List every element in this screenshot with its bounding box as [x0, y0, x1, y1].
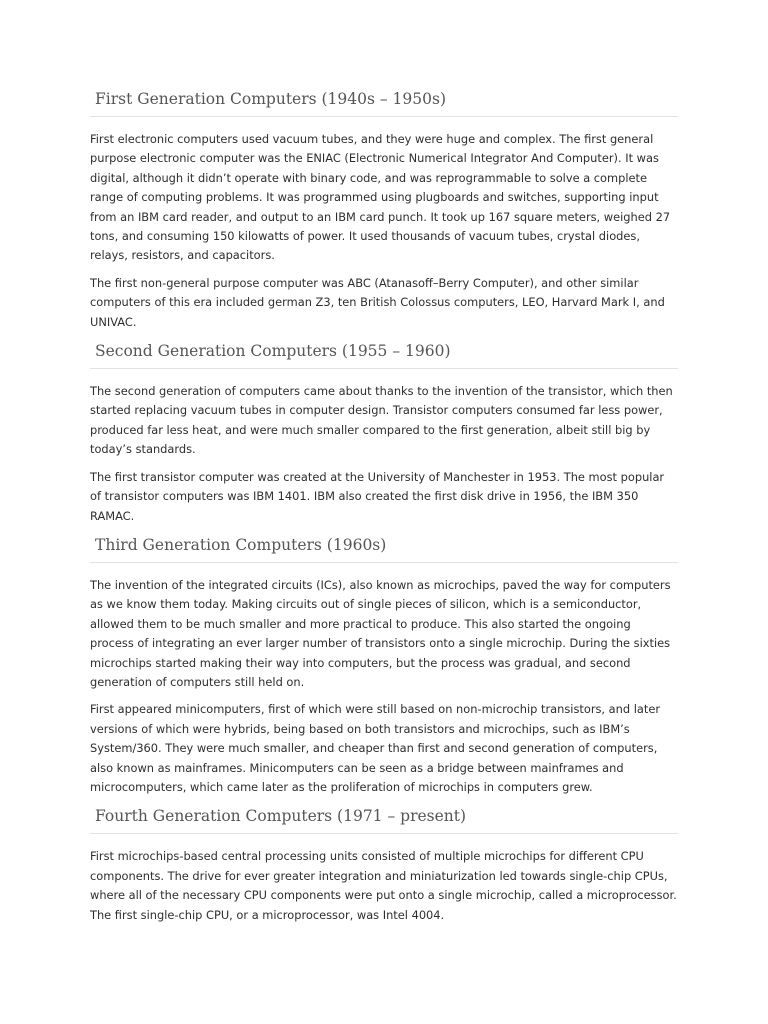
heading-divider	[90, 562, 678, 563]
paragraph: The invention of the integrated circuits (ICs), also known as microchips, paved the way for computers as we know them today. Making circuits out of single pieces of silicon, which is a semiconductor, allowed them to be much smaller and more practical to produce. This also started the ongoing process of integrating an ever larger number of transistors onto a single microchip. During the sixties microchips started making their way into computers, but the process was gradual, and second generation of computers still held on.	[90, 577, 671, 689]
section-third-generation	[90, 534, 678, 797]
paragraph: First electronic computers used vacuum tubes, and they were huge and complex. The first general purpose electronic computer was the ENIAC (Electronic Numerical Integrator And Computer). It was digital, although it didn’t operate with binary code, and was reprogrammable to solve a complete range of computing problems. It was programmed using plugboards and switches, supporting input from an IBM card reader, and output to an IBM card punch. It took up 167 square meters, weighed 27 tons, and consuming 150 kilowatts of power. It used thousands of vacuum tubes, crystal diodes, relays, resistors, and capacitors.	[90, 132, 671, 263]
section-second-generation	[90, 340, 678, 526]
paragraph: The first transistor computer was created at the University of Manchester in 1953. The most popular of transistor computers was IBM 1401. IBM also created the first disk drive in 1956, the IBM 350 RAMAC.	[90, 469, 665, 523]
paragraph: The second generation of computers came about thanks to the invention of the transistor, which then started replacing vacuum tubes in computer design. Transistor computers consumed far less power, produced far less heat, and were much smaller compared to the first generation, albeit still big by today’s standards.	[90, 384, 673, 457]
section-heading: Second Generation Computers (1955 – 1960)	[95, 342, 451, 361]
section-heading: Third Generation Computers (1960s)	[95, 535, 387, 554]
heading-divider	[90, 368, 678, 369]
heading-divider	[90, 116, 678, 117]
paragraph: First microchips-based central processing units consisted of multiple microchips for different CPU components. The drive for ever greater integration and miniaturization led towards single-chip CPUs, where all of the necessary CPU components were put onto a single microchip, called a microprocessor. The first single-chip CPU, or a microprocessor, was Intel 4004.	[90, 849, 677, 922]
section-first-generation	[90, 88, 678, 332]
paragraph: First appeared minicomputers, first of which were still based on non-microchip transistors, and later versions of which were hybrids, being based on both transistors and microchips, such as IBM’s System/360. They were much smaller, and cheaper than first and second generation of computers, also known as mainframes. Minicomputers can be seen as a bridge between mainframes and microcomputers, which came later as the proliferation of microchips in computers grew.	[90, 702, 661, 794]
section-fourth-generation	[90, 805, 678, 925]
section-heading: First Generation Computers (1940s – 1950s)	[95, 90, 447, 108]
document-page	[90, 88, 678, 933]
section-heading: Fourth Generation Computers (1971 – present)	[95, 807, 467, 826]
heading-divider	[90, 833, 678, 834]
paragraph: The first non-general purpose computer was ABC (Atanasoff–Berry Computer), and other similar computers of this era included german Z3, ten British Colossus computers, LEO, Harvard Mark I, and UNIVAC.	[90, 275, 665, 329]
